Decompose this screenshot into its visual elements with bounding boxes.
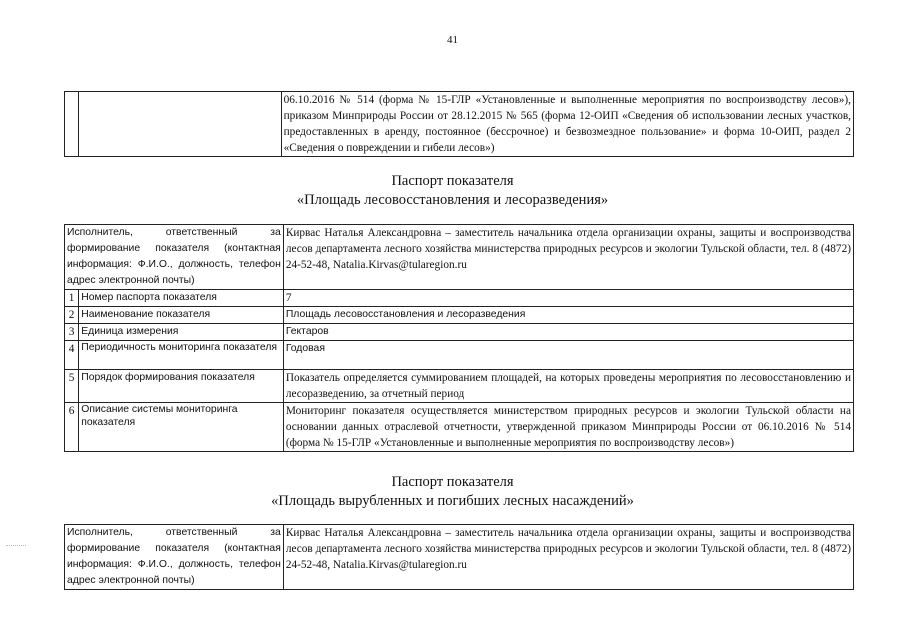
row-label: Порядок формирования показателя [79,370,284,403]
row-value: Показатель определяется суммированием площадей, на которых проведены мероприятия по лесовосстановлению и лесоразведению, за отчетный период [283,370,853,403]
table-row [65,370,854,403]
row-number: 5 [65,370,79,403]
row-value: Площадь лесовосстановления и лесоразведения [283,307,853,324]
row-number: 6 [65,403,79,452]
section1-passport-table [64,224,854,452]
row-value: 7 [283,290,853,307]
row-number: 4 [65,341,79,370]
row-number: 2 [65,307,79,324]
executor-value: Кирвас Наталья Александровна – заместитель начальника отдела организации охраны, защиты и воспроизводства лесов департамента лесного хозяйства министерства природных ресурсов и экологии Тульской области, тел. 8 (4872) 24-52-48, Natalia.Kirvas@tularegion.ru [283,225,853,290]
scan-margin-mark [6,545,26,547]
continuation-table [64,91,854,157]
table-row [65,92,854,157]
section2-title-line1: Паспорт показателя [391,474,514,490]
row-number: 3 [65,324,79,341]
section2-passport-table [64,524,854,590]
row-value: Гектаров [283,324,853,341]
section1-title-line1: Паспорт показателя [391,173,514,189]
table-row [65,290,854,307]
page-number: 41 [447,34,458,46]
executor-value: Кирвас Наталья Александровна – заместитель начальника отдела организации охраны, защиты и воспроизводства лесов департамента лесного хозяйства министерства природных ресурсов и экологии Тульской области, тел. 8 (4872) 24-52-48, Natalia.Kirvas@tularegion.ru [283,525,853,590]
row-label: Наименование показателя [79,307,284,324]
executor-row [65,525,854,590]
table-cell-label [79,92,282,157]
row-number: 1 [65,290,79,307]
section2-title-line2: «Площадь вырубленных и погибших лесных насаждений» [271,493,634,509]
row-label: Единица измерения [79,324,284,341]
table-row [65,341,854,370]
row-value: Мониторинг показателя осуществляется министерством природных ресурсов и экологии Тульской области на основании данных отраслевой отчетности, утвержденной приказом Минприроды России от 06.10.2016 № 514 (форма № 15-ГЛР «Установленные и выполненные мероприятия по воспроизводству лесов») [283,403,853,452]
table-cell-number [65,92,79,157]
executor-row [65,225,854,290]
executor-label: Исполнитель, ответственный за формирование показателя (контактная информация: Ф.И.О., должность, телефон адрес электронной почты) [65,525,284,590]
row-value: Годовая [283,341,853,370]
row-label: Описание системы мониторинга показателя [79,403,284,452]
table-cell-value: 06.10.2016 № 514 (форма № 15-ГЛР «Установленные и выполненные мероприятия по воспроизводству лесов»), приказом Минприроды России от 28.12.2015 № 565 (форма 12-ОИП «Сведения об использовании лесных участков, предоставленных в аренду, постоянное (бессрочное) и безвозмездное пользование» и форма 10-ОИП, раздел 2 «Сведения о повреждении и гибели лесов») [281,92,853,157]
row-label: Периодичность мониторинга показателя [79,341,284,370]
table-row [65,324,854,341]
section1-title-line2: «Площадь лесовосстановления и лесоразведения» [296,192,609,208]
executor-label: Исполнитель, ответственный за формирование показателя (контактная информация: Ф.И.О., должность, телефон адрес электронной почты) [65,225,284,290]
table-row [65,403,854,452]
row-label: Номер паспорта показателя [79,290,284,307]
table-row [65,307,854,324]
